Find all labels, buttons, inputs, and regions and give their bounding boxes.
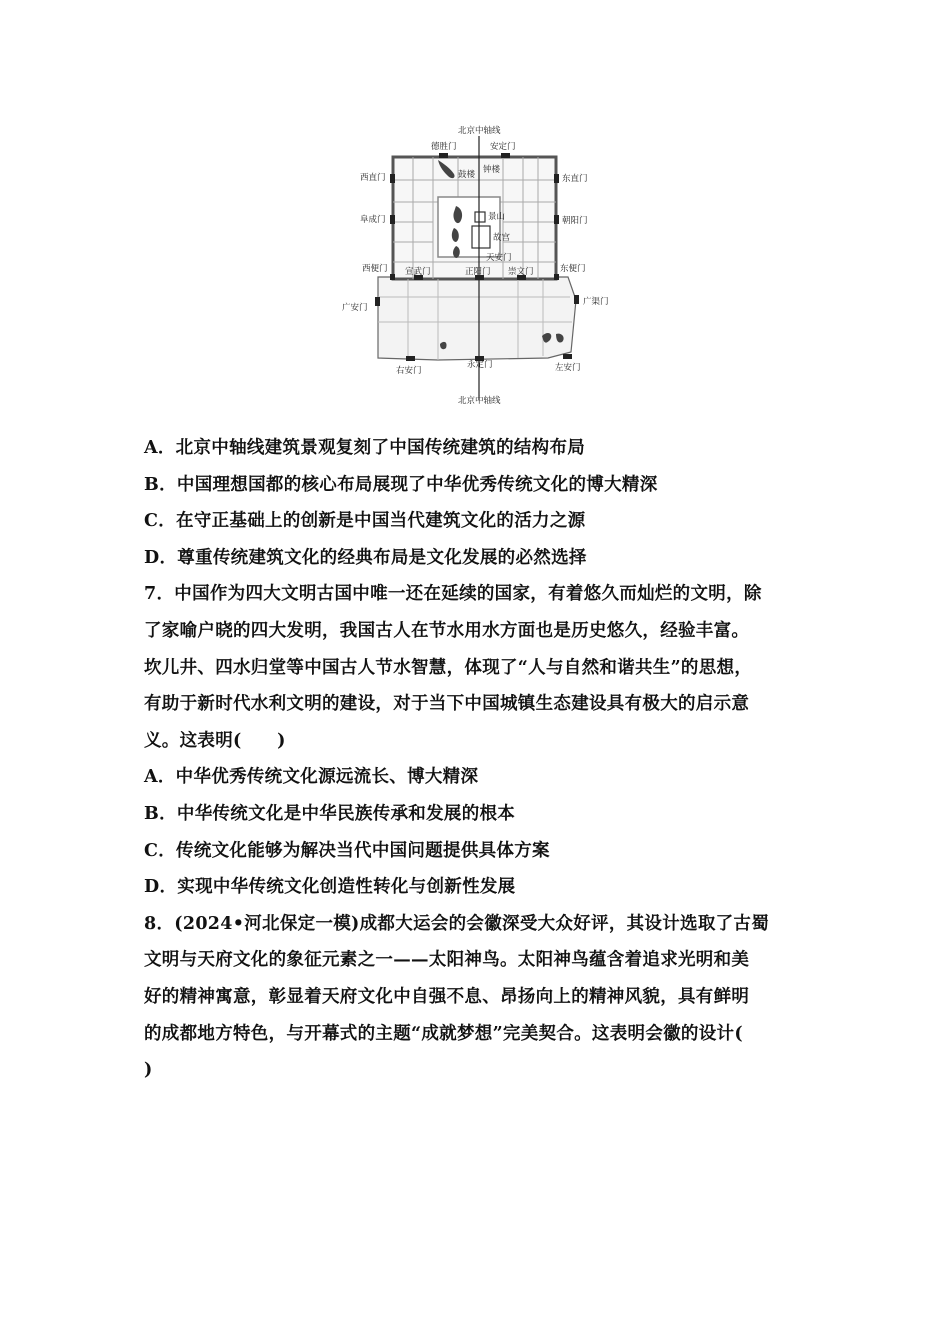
question-8-stem-line: ) xyxy=(144,1060,153,1081)
beijing-map-svg xyxy=(338,122,618,410)
gate-fuchengmen: 阜成门 xyxy=(360,215,386,225)
gate-guanganmen: 广安门 xyxy=(342,303,368,313)
gate-andingmen: 安定门 xyxy=(490,142,516,152)
option-6c: C．在守正基础上的创新是中国当代建筑文化的活力之源 xyxy=(144,511,586,532)
gate-xizhimen: 西直门 xyxy=(360,173,386,183)
option-6a: A．北京中轴线建筑景观复刻了中国传统建筑的结构布局 xyxy=(144,438,586,458)
landmark-jingshan: 景山 xyxy=(488,212,506,222)
beijing-axis-map xyxy=(338,122,618,410)
question-7-stem-line: 了家喻户晓的四大发明，我国古人在节水用水方面也是历史悠久，经验丰富。 xyxy=(144,620,750,641)
option-7b: B．中华传统文化是中华民族传承和发展的根本 xyxy=(144,803,516,824)
option-7d: D．实现中华传统文化创造性转化与创新性发展 xyxy=(144,877,516,898)
option-6b: B．中国理想国都的核心布局展现了中华优秀传统文化的博大精深 xyxy=(144,474,658,495)
gate-dongbianmen: 东便门 xyxy=(560,264,586,274)
gate-xuanwumen: 宣武门 xyxy=(405,267,431,277)
question-7-stem-line: 义。这表明( ) xyxy=(144,730,286,751)
question-8-stem-line: 的成都地方特色，与开幕式的主题“成就梦想”完美契合。这表明会徽的设计( xyxy=(144,1023,743,1044)
gate-chaoyangmen: 朝阳门 xyxy=(562,216,588,226)
gate-zhengyangmen: 正阳门 xyxy=(465,267,491,277)
question-7-stem-line: 7．中国作为四大文明古国中唯一还在延续的国家，有着悠久而灿烂的文明，除 xyxy=(144,584,762,605)
landmark-gugong: 故宫 xyxy=(493,233,511,243)
gate-chongwenmen: 崇文门 xyxy=(508,267,534,277)
landmark-zhonglou: 钟楼 xyxy=(483,165,501,175)
axis-label-top: 北京中轴线 xyxy=(458,126,501,136)
option-6d: D．尊重传统建筑文化的经典布局是文化发展的必然选择 xyxy=(144,547,587,568)
option-7c: C．传统文化能够为解决当代中国问题提供具体方案 xyxy=(144,840,550,861)
gate-zuoanmen: 左安门 xyxy=(555,363,581,373)
gate-deshengmen: 德胜门 xyxy=(431,142,457,152)
gate-guangqumen: 广渠门 xyxy=(583,297,609,307)
gate-yongdingmen: 永定门 xyxy=(467,360,493,370)
forbidden-city-block xyxy=(472,226,490,248)
question-7-stem-line: 坎儿井、四水归堂等中国古人节水智慧，体现了“人与自然和谐共生”的思想， xyxy=(144,657,753,678)
axis-label-bottom: 北京中轴线 xyxy=(458,396,501,406)
landmark-gulou: 鼓楼 xyxy=(458,170,476,180)
imperial-city xyxy=(438,197,500,257)
question-text xyxy=(144,430,824,1089)
question-8-stem-line: 8．(2024•河北保定一模)成都大运会的会徽深受大众好评，其设计选取了古蜀 xyxy=(144,913,770,934)
question-8-stem-line: 文明与天府文化的象征元素之一——太阳神鸟。太阳神鸟蕴含着追求光明和美 xyxy=(144,950,750,971)
gate-youanmen: 右安门 xyxy=(396,366,422,376)
gate-dongzhimen: 东直门 xyxy=(562,174,588,184)
landmark-tiananmen: 天安门 xyxy=(486,253,512,263)
gate-xibianmen: 西便门 xyxy=(362,264,388,274)
option-7a: A．中华优秀传统文化源远流长、博大精深 xyxy=(144,767,479,788)
jingshan-block xyxy=(475,212,485,222)
question-7-stem-line: 有助于新时代水利文明的建设，对于当下中国城镇生态建设具有极大的启示意 xyxy=(144,694,750,715)
question-8-stem-line: 好的精神寓意，彰显着天府文化中自强不息、昂扬向上的精神风貌，具有鲜明 xyxy=(144,986,750,1007)
